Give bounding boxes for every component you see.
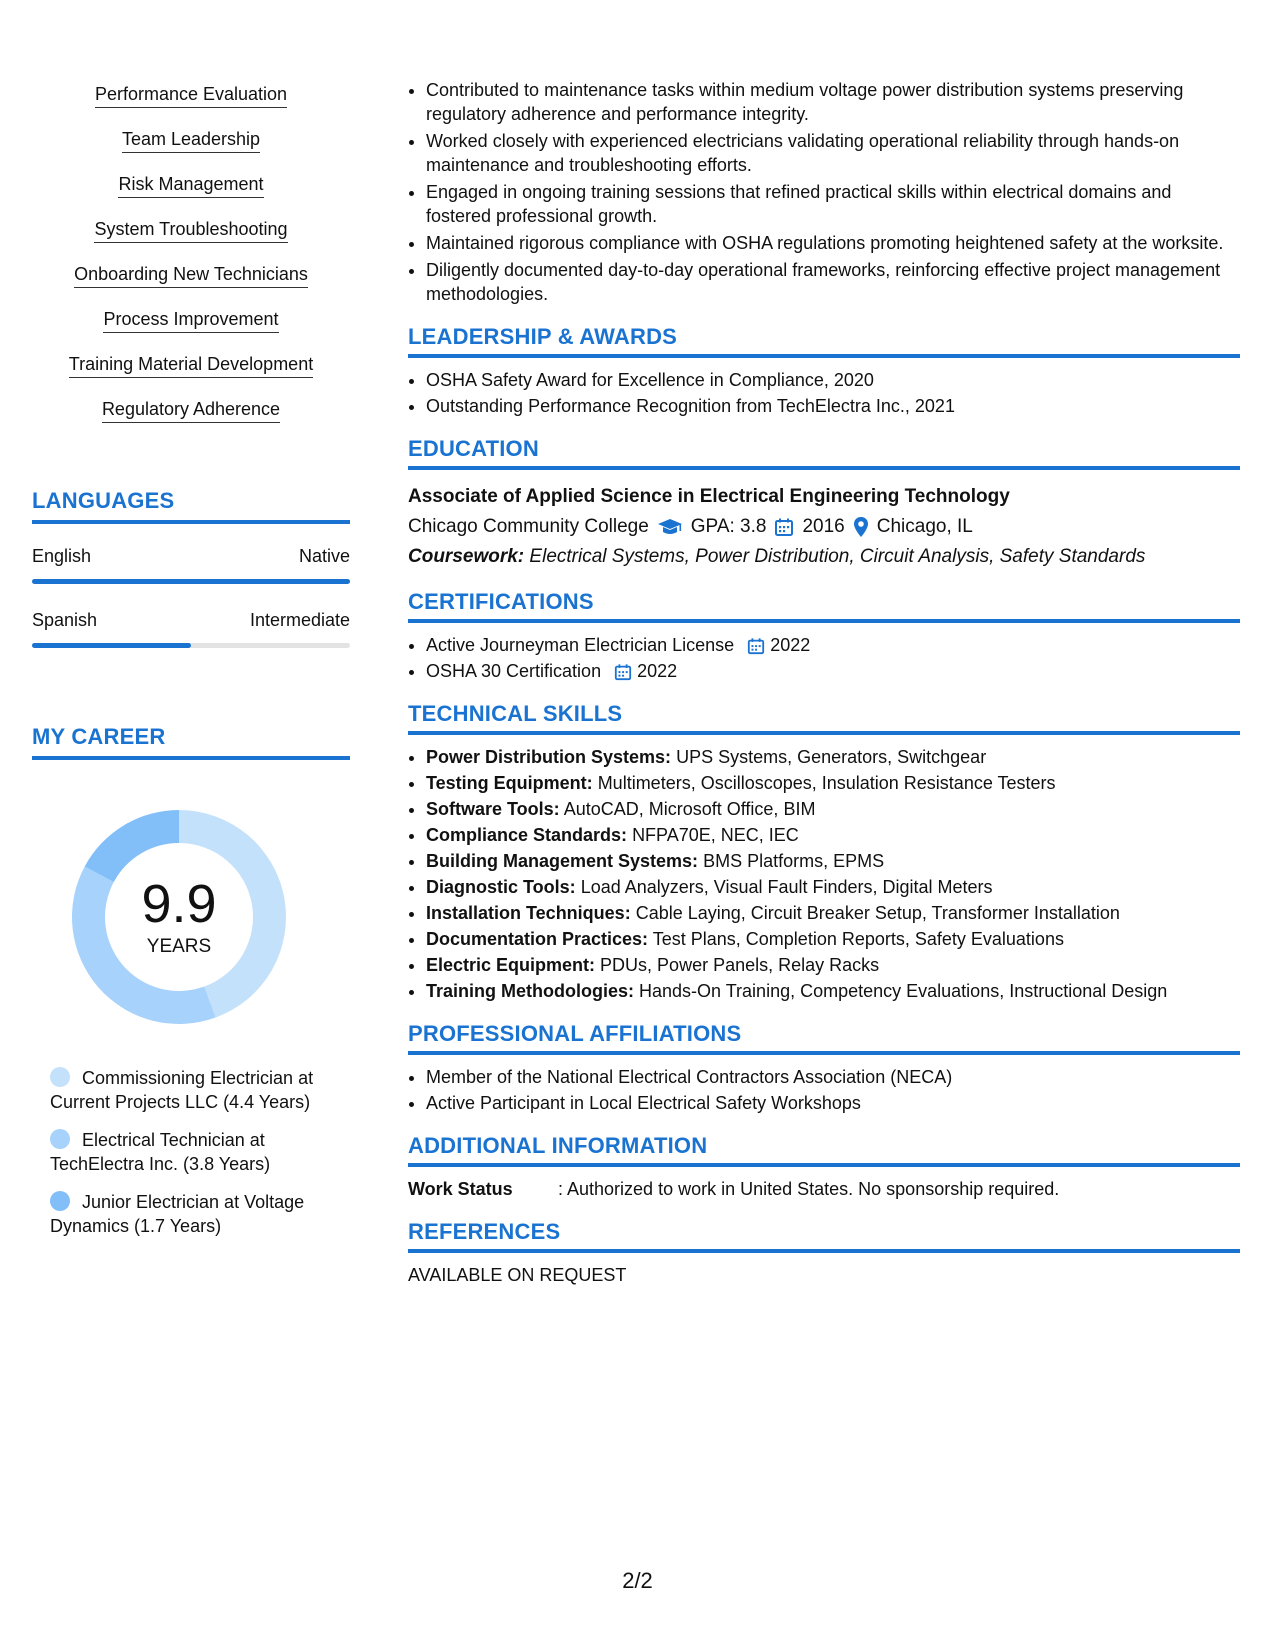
technical-skill-item bbox=[426, 849, 1240, 873]
coursework-label: Coursework: bbox=[408, 546, 525, 567]
coursework-text: Electrical Systems, Power Distribution, Circuit Analysis, Safety Standards bbox=[529, 546, 1146, 567]
language-entry bbox=[32, 546, 350, 584]
technical-skill-label: Building Management Systems: bbox=[426, 851, 699, 871]
certifications-title: CERTIFICATIONS bbox=[408, 589, 1240, 623]
language-bar bbox=[32, 579, 350, 584]
legend-label: Commissioning Electrician at Current Projects LLC (4.4 Years) bbox=[50, 1068, 314, 1112]
career-donut bbox=[66, 804, 292, 1030]
left-column bbox=[32, 82, 350, 1252]
legend-dot bbox=[50, 1067, 70, 1087]
career-section bbox=[32, 724, 350, 1238]
career-legend bbox=[50, 1066, 320, 1238]
technical-skill-item bbox=[426, 979, 1240, 1003]
additional-info-title: ADDITIONAL INFORMATION bbox=[408, 1133, 1240, 1167]
award-item: • OSHA Safety Award for Excellence in Compliance, 2020 bbox=[426, 368, 1240, 392]
technical-skill-label: Testing Equipment: bbox=[426, 773, 593, 793]
legend-item bbox=[50, 1190, 320, 1238]
references-section bbox=[408, 1219, 1240, 1286]
technical-skill-value: PDUs, Power Panels, Relay Racks bbox=[600, 955, 880, 975]
right-column bbox=[408, 78, 1240, 1286]
experience-bullet: • Engaged in ongoing training sessions that refined practical skills within electrical domains and fostered professional growth. bbox=[426, 180, 1240, 228]
technical-skill-item bbox=[426, 953, 1240, 977]
technical-skill-value: Multimeters, Oscilloscopes, Insulation Resistance Testers bbox=[597, 773, 1056, 793]
certification-year: 2022 bbox=[637, 661, 678, 681]
technical-skill-value: UPS Systems, Generators, Switchgear bbox=[676, 747, 987, 767]
languages-section bbox=[32, 488, 350, 648]
education-degree: Associate of Applied Science in Electrical Engineering Technology bbox=[408, 486, 1010, 507]
languages-title: LANGUAGES bbox=[32, 488, 350, 524]
technical-skill-value: Load Analyzers, Visual Fault Finders, Digital Meters bbox=[580, 877, 993, 897]
technical-skill-label: Documentation Practices: bbox=[426, 929, 649, 949]
career-total-years: 9.9 bbox=[141, 874, 217, 934]
certification-name: OSHA 30 Certification bbox=[426, 661, 602, 681]
technical-skills-title: TECHNICAL SKILLS bbox=[408, 701, 1240, 735]
language-bar bbox=[32, 643, 350, 648]
language-level: Intermediate bbox=[249, 610, 350, 630]
technical-skill-value: AutoCAD, Microsoft Office, BIM bbox=[563, 799, 816, 819]
legend-label: Electrical Technician at TechElectra Inc. (3.8 Years) bbox=[50, 1130, 271, 1174]
location-pin-icon bbox=[853, 516, 869, 538]
technical-skill-value: Test Plans, Completion Reports, Safety Evaluations bbox=[652, 929, 1064, 949]
technical-skill-item bbox=[426, 823, 1240, 847]
technical-skill-label: Training Methodologies: bbox=[426, 981, 634, 1001]
skill-item: Training Material Development bbox=[69, 352, 313, 378]
technical-skill-item bbox=[426, 901, 1240, 925]
language-name: English bbox=[32, 546, 92, 566]
page-number: 2/2 bbox=[622, 1568, 653, 1593]
language-name: Spanish bbox=[32, 610, 98, 630]
legend-dot bbox=[50, 1191, 70, 1211]
references-title: REFERENCES bbox=[408, 1219, 1240, 1253]
certification-year: 2022 bbox=[770, 635, 811, 655]
skill-item: System Troubleshooting bbox=[94, 217, 287, 243]
technical-skill-label: Compliance Standards: bbox=[426, 825, 628, 845]
technical-skill-label: Diagnostic Tools: bbox=[426, 877, 576, 897]
skill-item: Regulatory Adherence bbox=[102, 397, 280, 423]
language-bar-fill bbox=[32, 643, 191, 648]
education-coursework bbox=[408, 543, 1240, 571]
legend-item bbox=[50, 1128, 320, 1176]
technical-skill-item bbox=[426, 927, 1240, 951]
education-year: 2016 bbox=[802, 516, 845, 537]
career-title: MY CAREER bbox=[32, 724, 350, 760]
technical-skills-section bbox=[408, 701, 1240, 1003]
graduation-cap-icon bbox=[657, 517, 683, 537]
skill-item: Performance Evaluation bbox=[95, 82, 287, 108]
technical-skill-label: Software Tools: bbox=[426, 799, 560, 819]
technical-skill-label: Electric Equipment: bbox=[426, 955, 596, 975]
certification-item bbox=[426, 633, 1240, 657]
additional-info-section bbox=[408, 1133, 1240, 1201]
calendar-icon bbox=[614, 663, 632, 681]
technical-skill-label: Power Distribution Systems: bbox=[426, 747, 672, 767]
education-details bbox=[408, 513, 1240, 541]
education-school: Chicago Community College bbox=[408, 516, 649, 537]
skill-item: Risk Management bbox=[118, 172, 263, 198]
technical-skill-value: NFPA70E, NEC, IEC bbox=[632, 825, 799, 845]
education-location: Chicago, IL bbox=[876, 516, 973, 537]
calendar-icon bbox=[747, 637, 765, 655]
skills-list bbox=[32, 82, 350, 442]
experience-bullet: • Maintained rigorous compliance with OSHA regulations promoting heightened safety at the worksite. bbox=[426, 231, 1240, 255]
legend-dot bbox=[50, 1129, 70, 1149]
education-section bbox=[408, 436, 1240, 571]
technical-skill-item bbox=[426, 875, 1240, 899]
language-level: Native bbox=[298, 546, 350, 566]
work-status-value: : Authorized to work in United States. No sponsorship required. bbox=[558, 1179, 1060, 1199]
work-status-row bbox=[408, 1177, 1240, 1201]
references-text: AVAILABLE ON REQUEST bbox=[408, 1265, 627, 1285]
experience-bullet: • Contributed to maintenance tasks within medium voltage power distribution systems preserving regulatory adherence and performance integrity. bbox=[426, 78, 1240, 126]
calendar-icon bbox=[774, 517, 794, 537]
technical-skill-item bbox=[426, 797, 1240, 821]
experience-bullet: • Diligently documented day-to-day operational frameworks, reinforcing effective project management methodologies. bbox=[426, 258, 1240, 306]
legend-item bbox=[50, 1066, 320, 1114]
language-entry bbox=[32, 610, 350, 648]
certifications-section bbox=[408, 589, 1240, 683]
certification-item bbox=[426, 659, 1240, 683]
affiliations-section bbox=[408, 1021, 1240, 1115]
affiliations-title: PROFESSIONAL AFFILIATIONS bbox=[408, 1021, 1240, 1055]
technical-skill-value: BMS Platforms, EPMS bbox=[703, 851, 885, 871]
skill-item: Process Improvement bbox=[103, 307, 278, 333]
work-status-key: Work Status bbox=[408, 1179, 513, 1199]
experience-bullets bbox=[408, 78, 1240, 306]
technical-skill-item bbox=[426, 745, 1240, 769]
awards-title: LEADERSHIP & AWARDS bbox=[408, 324, 1240, 358]
education-title: EDUCATION bbox=[408, 436, 1240, 470]
skill-item: Team Leadership bbox=[122, 127, 260, 153]
education-gpa: GPA: 3.8 bbox=[690, 516, 767, 537]
award-item: • Outstanding Performance Recognition from TechElectra Inc., 2021 bbox=[426, 394, 1240, 418]
language-bar-fill bbox=[32, 579, 350, 584]
technical-skill-label: Installation Techniques: bbox=[426, 903, 631, 923]
certification-name: Active Journeyman Electrician License bbox=[426, 635, 735, 655]
experience-bullet: • Worked closely with experienced electricians validating operational reliability through hands-on maintenance and troubleshooting efforts. bbox=[426, 129, 1240, 177]
affiliation-item: • Member of the National Electrical Contractors Association (NECA) bbox=[426, 1065, 1240, 1089]
awards-section bbox=[408, 324, 1240, 418]
career-total-unit: YEARS bbox=[146, 936, 212, 957]
technical-skill-item bbox=[426, 771, 1240, 795]
affiliation-item: • Active Participant in Local Electrical Safety Workshops bbox=[426, 1091, 1240, 1115]
technical-skill-value: Hands-On Training, Competency Evaluations, Instructional Design bbox=[639, 981, 1168, 1001]
technical-skill-value: Cable Laying, Circuit Breaker Setup, Transformer Installation bbox=[635, 903, 1120, 923]
skill-item: Onboarding New Technicians bbox=[74, 262, 308, 288]
legend-label: Junior Electrician at Voltage Dynamics (1.7 Years) bbox=[50, 1192, 305, 1236]
